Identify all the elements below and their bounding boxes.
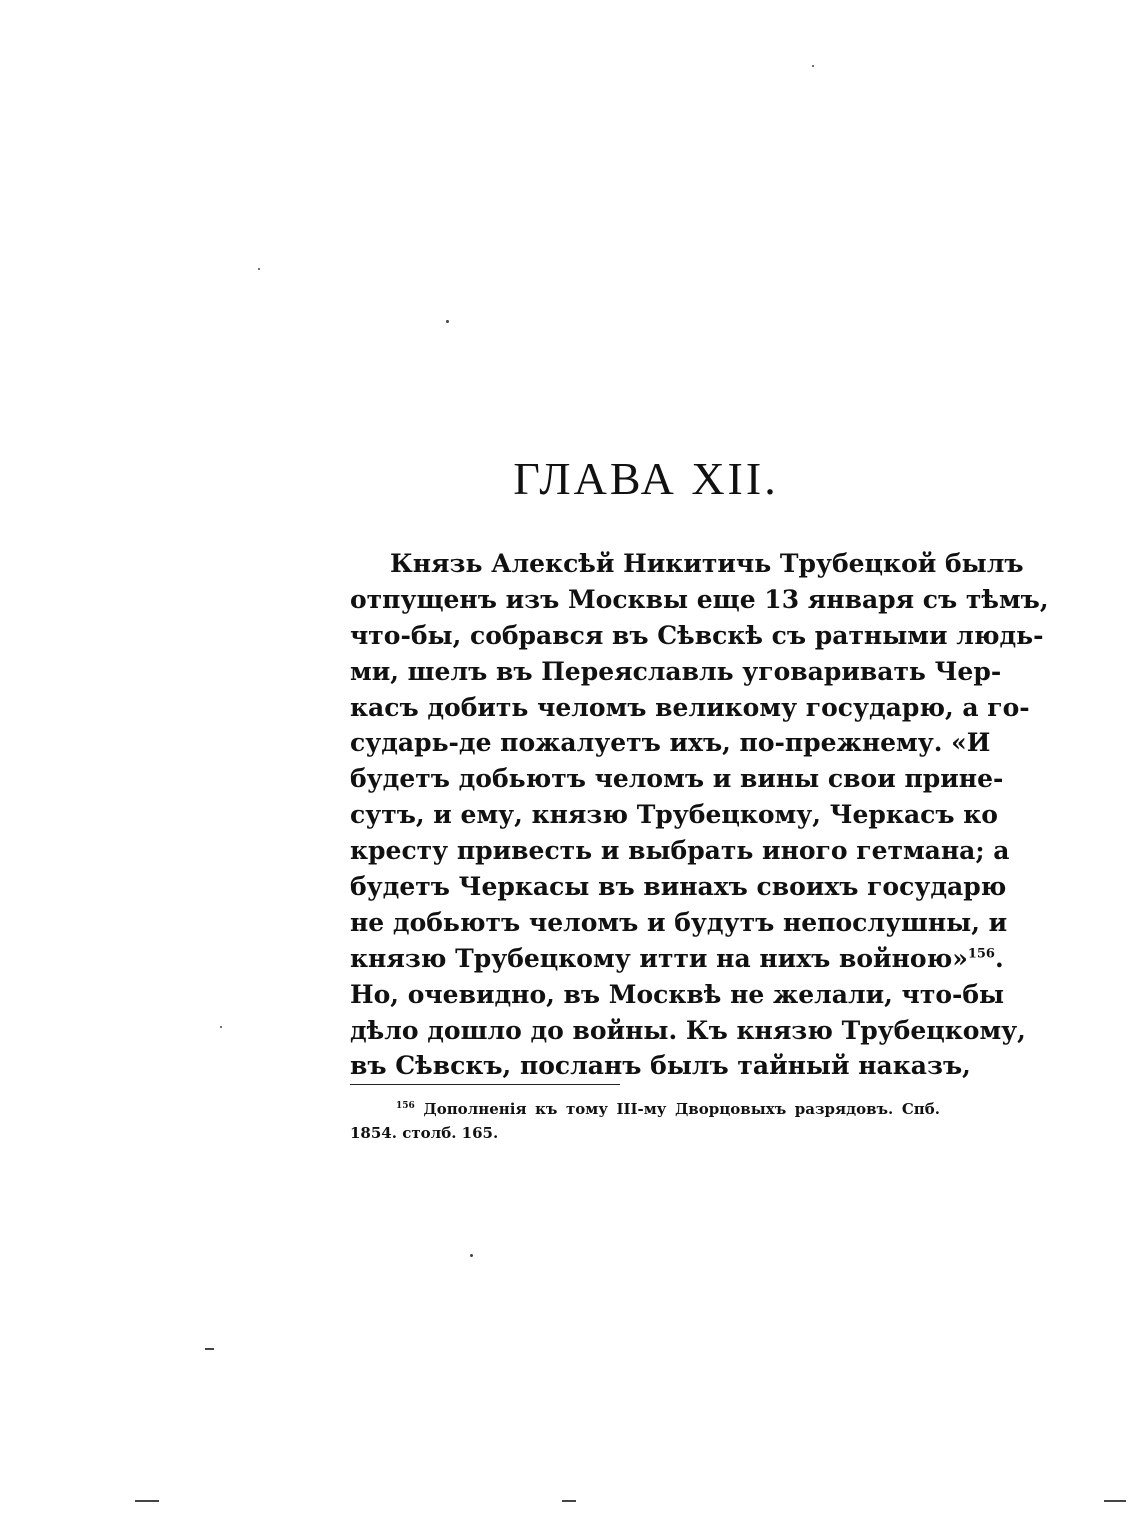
- text-line: въ Сѣвскъ, посланъ былъ тайный наказъ,: [350, 1051, 971, 1081]
- scan-speck: [470, 1254, 473, 1257]
- footnote-text: Дополненія къ тому III-му Дворцовыхъ разрядовъ. Спб.: [423, 1100, 940, 1118]
- text-line: будетъ добьютъ челомъ и вины свои прине-: [350, 764, 1004, 794]
- footnote-line: 1854. столб. 165.: [350, 1124, 499, 1142]
- text-line: касъ добить челомъ великому государю, а го-: [350, 692, 1030, 722]
- text-line: сударь-де пожалуетъ ихъ, по-прежнему. «И: [350, 728, 991, 758]
- footnote-line: [350, 1097, 940, 1121]
- main-text: [350, 546, 1049, 1084]
- text-line-with-footnote-ref: [350, 941, 1004, 977]
- text-line: дѣло дошло до войны. Къ князю Трубецкому,: [350, 1015, 1026, 1045]
- scan-speck: [446, 320, 449, 323]
- footnote-mark: 156: [396, 1101, 415, 1111]
- text-line-content: князю Трубецкому итти на нихъ войною»: [350, 943, 968, 973]
- chapter-title: ГЛАВА XII.: [513, 453, 779, 504]
- text-line: Но, очевидно, въ Москвѣ не желали, что-бы: [350, 979, 1005, 1009]
- footnote-reference[interactable]: 156: [967, 946, 995, 962]
- scan-speck: [220, 1026, 222, 1028]
- scan-speck: [1104, 1500, 1126, 1502]
- text-line: сутъ, и ему, князю Трубецкому, Черкасъ ко: [350, 800, 998, 830]
- text-line-tail: .: [994, 943, 1004, 973]
- text-line: Князь Алексѣй Никитичь Трубецкой былъ: [390, 549, 1024, 578]
- scan-speck: [258, 268, 260, 270]
- footnote: [350, 1097, 940, 1145]
- text-line: ми, шелъ въ Переяславль уговаривать Чер-: [350, 656, 1002, 686]
- scan-speck: [562, 1500, 576, 1502]
- text-line: не добьютъ челомъ и будутъ непослушны, и: [350, 907, 1008, 937]
- footnote-divider: [350, 1084, 620, 1085]
- text-line: отпущенъ изъ Москвы еще 13 января съ тѣмъ,: [350, 584, 1049, 614]
- text-line: будетъ Черкасы въ винахъ своихъ государю: [350, 872, 1007, 902]
- text-line: кресту привесть и выбрать иного гетмана; а: [350, 836, 1010, 866]
- scan-speck: [135, 1500, 159, 1502]
- scan-speck: [205, 1348, 214, 1350]
- scan-speck: [812, 65, 814, 67]
- text-line: что-бы, собрався въ Сѣвскѣ съ ратными людь-: [350, 620, 1044, 650]
